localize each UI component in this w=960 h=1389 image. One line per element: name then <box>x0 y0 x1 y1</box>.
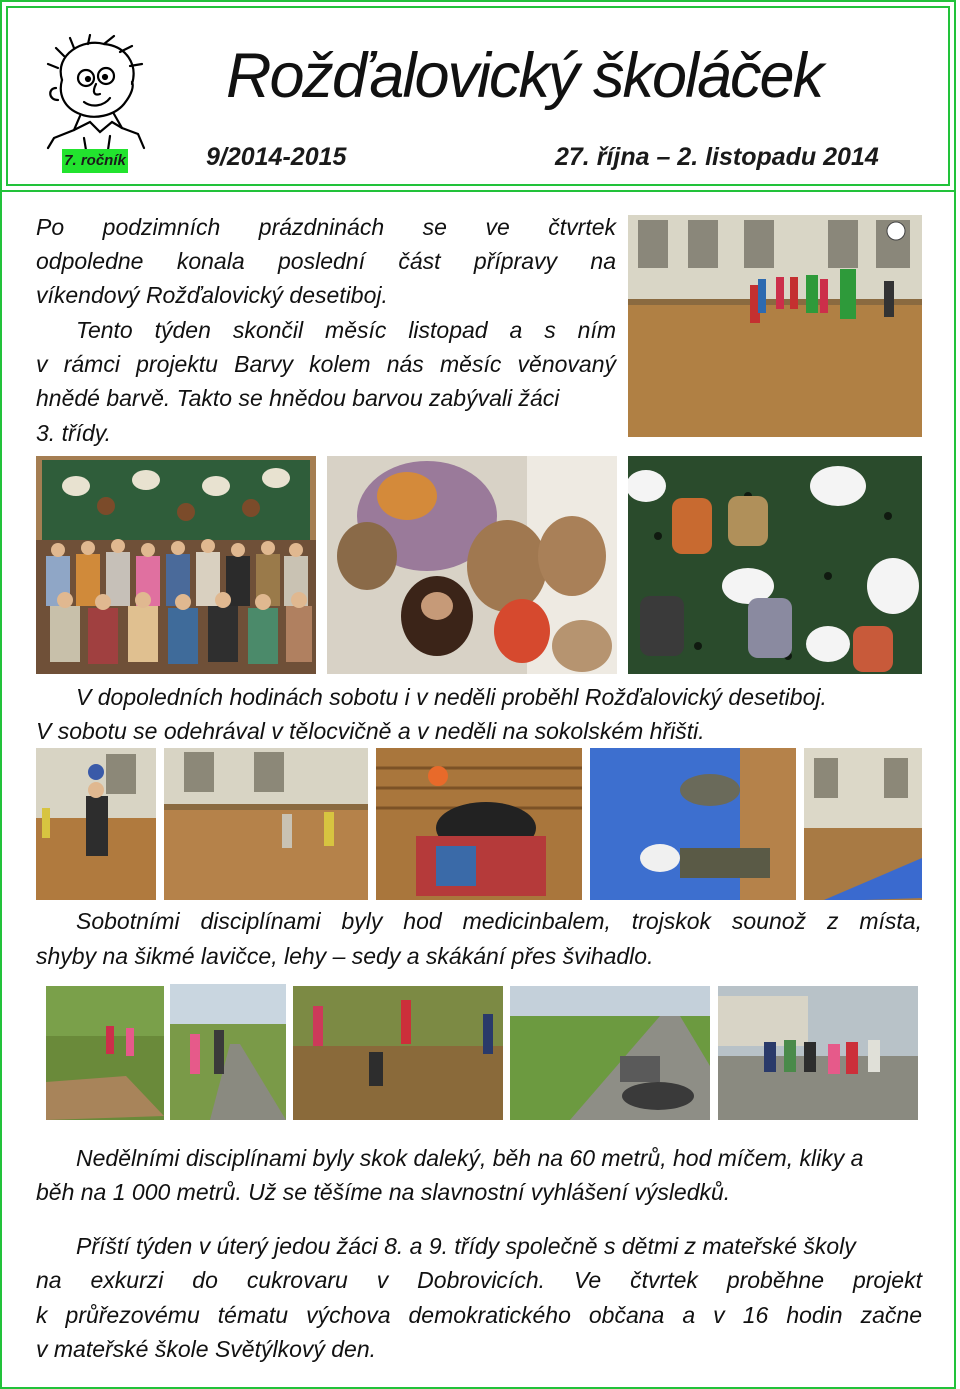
intro-line-5: v rámci projektu Barvy kolem nás měsíc věnovaný <box>36 351 616 377</box>
grade-badge: 7. ročník <box>62 149 128 173</box>
photo-sprint-60m <box>170 984 286 1120</box>
next-week-line-3: k průřezovému tématu výchova demokratického občana a v 16 hodin začne <box>36 1302 922 1328</box>
school-year: 9/2014-2015 <box>206 143 347 171</box>
photo-standing-jump <box>164 748 368 900</box>
next-week-line-4: v mateřské škole Světýlkový den. <box>36 1336 377 1362</box>
saturday-line-1: Sobotními disciplínami byly hod medicinbalem, trojskok sounož z místa, <box>76 908 922 934</box>
photo-long-jump <box>46 986 164 1120</box>
next-week-line-2: na exkurzi do cukrovaru v Dobrovicích. Ve čtvrtek proběhne projekt <box>36 1267 922 1293</box>
issue-dates: 27. října – 2. listopadu 2014 <box>555 143 879 171</box>
intro-line-4: Tento týden skončil měsíc listopad a s ním <box>76 317 616 343</box>
newsletter-title: Rožďalovický školáček <box>226 41 823 111</box>
intro-line-1: Po podzimních prázdninách se ve čtvrtek <box>36 214 616 240</box>
mascot-boy-illustration <box>34 34 156 150</box>
decathlon-line-1: V dopoledních hodinách sobotu i v neděli proběhl Rožďalovický desetiboj. <box>76 684 827 710</box>
photo-teddy-bears-flowers <box>327 456 617 674</box>
photo-push-ups <box>510 986 710 1120</box>
decathlon-line-2: V sobotu se odehrával v tělocvičně a v neděli na sokolském hřišti. <box>36 718 705 744</box>
photo-gym-practice <box>628 215 922 437</box>
photo-class-teddy-bears <box>36 456 316 674</box>
intro-line-2: odpoledne konala poslední část přípravy na <box>36 248 616 274</box>
sunday-line-1: Nedělními disciplínami byly skok daleký, běh na 60 metrů, hod míčem, kliky a <box>76 1145 864 1171</box>
photo-bulletin-board <box>628 456 922 674</box>
photo-medicine-ball <box>36 748 156 900</box>
photo-sit-ups-mat <box>590 748 796 900</box>
photo-ball-throw <box>293 986 503 1120</box>
saturday-line-2: shyby na šikmé lavičce, lehy – sedy a skákání přes švihadlo. <box>36 943 654 969</box>
intro-line-3: víkendový Rožďalovický desetiboj. <box>36 282 388 308</box>
photo-1000m-run <box>718 986 918 1120</box>
intro-line-6: hnědé barvě. Takto se hnědou barvou zabývali žáci <box>36 385 560 411</box>
photo-pull-ups-bench <box>376 748 582 900</box>
intro-line-7: 3. třídy. <box>36 420 111 446</box>
sunday-line-2: běh na 1 000 metrů. Už se těšíme na slavnostní vyhlášení výsledků. <box>36 1179 731 1205</box>
next-week-line-1: Příští týden v úterý jedou žáci 8. a 9. třídy společně s dětmi z mateřské školy <box>76 1233 856 1259</box>
photo-gym-hall <box>804 748 922 900</box>
